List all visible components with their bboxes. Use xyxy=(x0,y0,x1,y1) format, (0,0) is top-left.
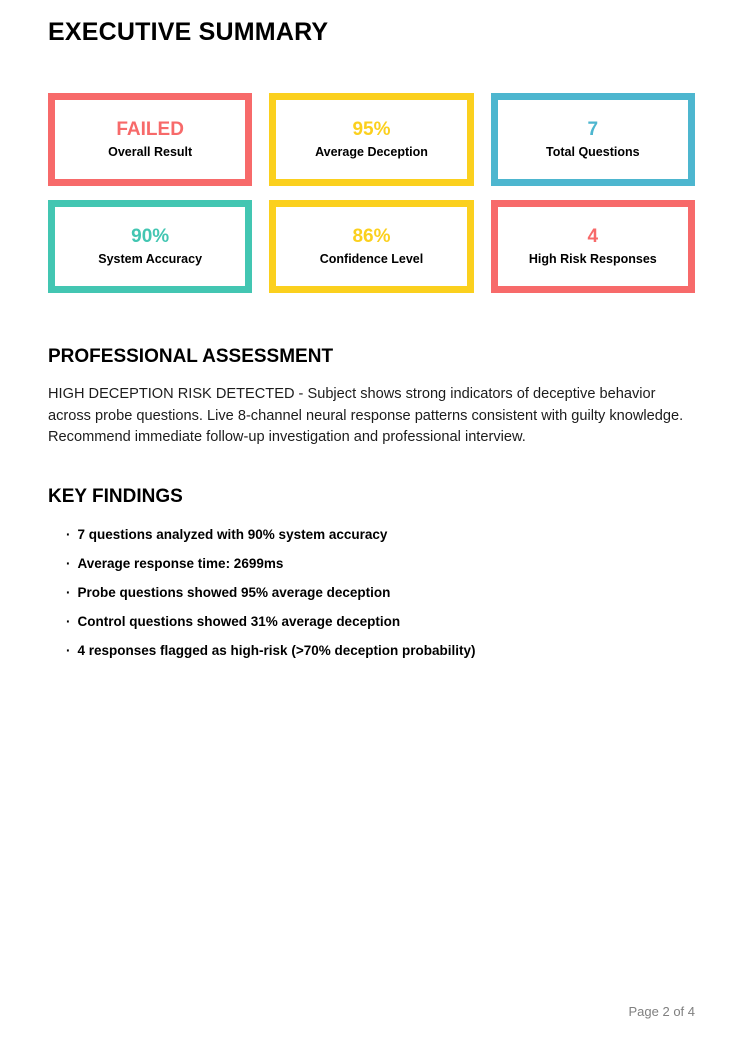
page-title: EXECUTIVE SUMMARY xyxy=(48,18,329,46)
finding-item xyxy=(66,585,695,601)
stat-card-average-deception xyxy=(269,93,473,186)
finding-item xyxy=(66,643,695,659)
bullet-dot: · xyxy=(66,642,71,658)
stat-card-confidence-level xyxy=(269,200,473,293)
bullet-dot: · xyxy=(66,584,71,600)
key-findings-list xyxy=(48,527,695,659)
finding-text: 7 questions analyzed with 90% system accuracy xyxy=(77,526,388,542)
stat-label: High Risk Responses xyxy=(528,252,657,267)
finding-text: 4 responses flagged as high-risk (>70% deception probability) xyxy=(77,642,476,658)
stat-label: Overall Result xyxy=(108,145,193,160)
stat-label: Confidence Level xyxy=(319,252,424,267)
assessment-section-heading: PROFESSIONAL ASSESSMENT xyxy=(48,346,334,367)
finding-item xyxy=(66,614,695,630)
bullet-dot: · xyxy=(66,555,71,571)
stat-card-total-questions xyxy=(491,93,695,186)
stat-value: FAILED xyxy=(116,119,184,141)
stat-value: 95% xyxy=(352,119,391,141)
stat-card-overall-result xyxy=(48,93,252,186)
key-findings-section-heading: KEY FINDINGS xyxy=(48,485,183,507)
bullet-dot: · xyxy=(66,613,71,629)
stat-value: 4 xyxy=(587,226,599,248)
stat-label: Average Deception xyxy=(315,145,428,160)
summary-cards-grid xyxy=(48,93,695,293)
assessment-body-text: HIGH DECEPTION RISK DETECTED - Subject shows strong indicators of deceptive behavior across probe questions. Live 8-channel neural response patterns consistent with guilty knowledge. Recommend immediate follow-up investigation and professional interview. xyxy=(48,386,684,445)
finding-text: Probe questions showed 95% average deception xyxy=(77,584,391,600)
page-number-footer: Page 2 of 4 xyxy=(628,1004,695,1019)
stat-value: 7 xyxy=(587,119,599,141)
stat-label: Total Questions xyxy=(546,145,640,160)
finding-text: Average response time: 2699ms xyxy=(77,555,284,571)
stat-value: 86% xyxy=(352,226,391,248)
stat-card-high-risk-responses xyxy=(491,200,695,293)
stat-label: System Accuracy xyxy=(98,252,203,267)
finding-text: Control questions showed 31% average deception xyxy=(77,613,401,629)
bullet-dot: · xyxy=(66,526,71,542)
stat-value: 90% xyxy=(131,226,170,248)
stat-card-system-accuracy xyxy=(48,200,252,293)
finding-item xyxy=(66,556,695,572)
finding-item xyxy=(66,527,695,543)
